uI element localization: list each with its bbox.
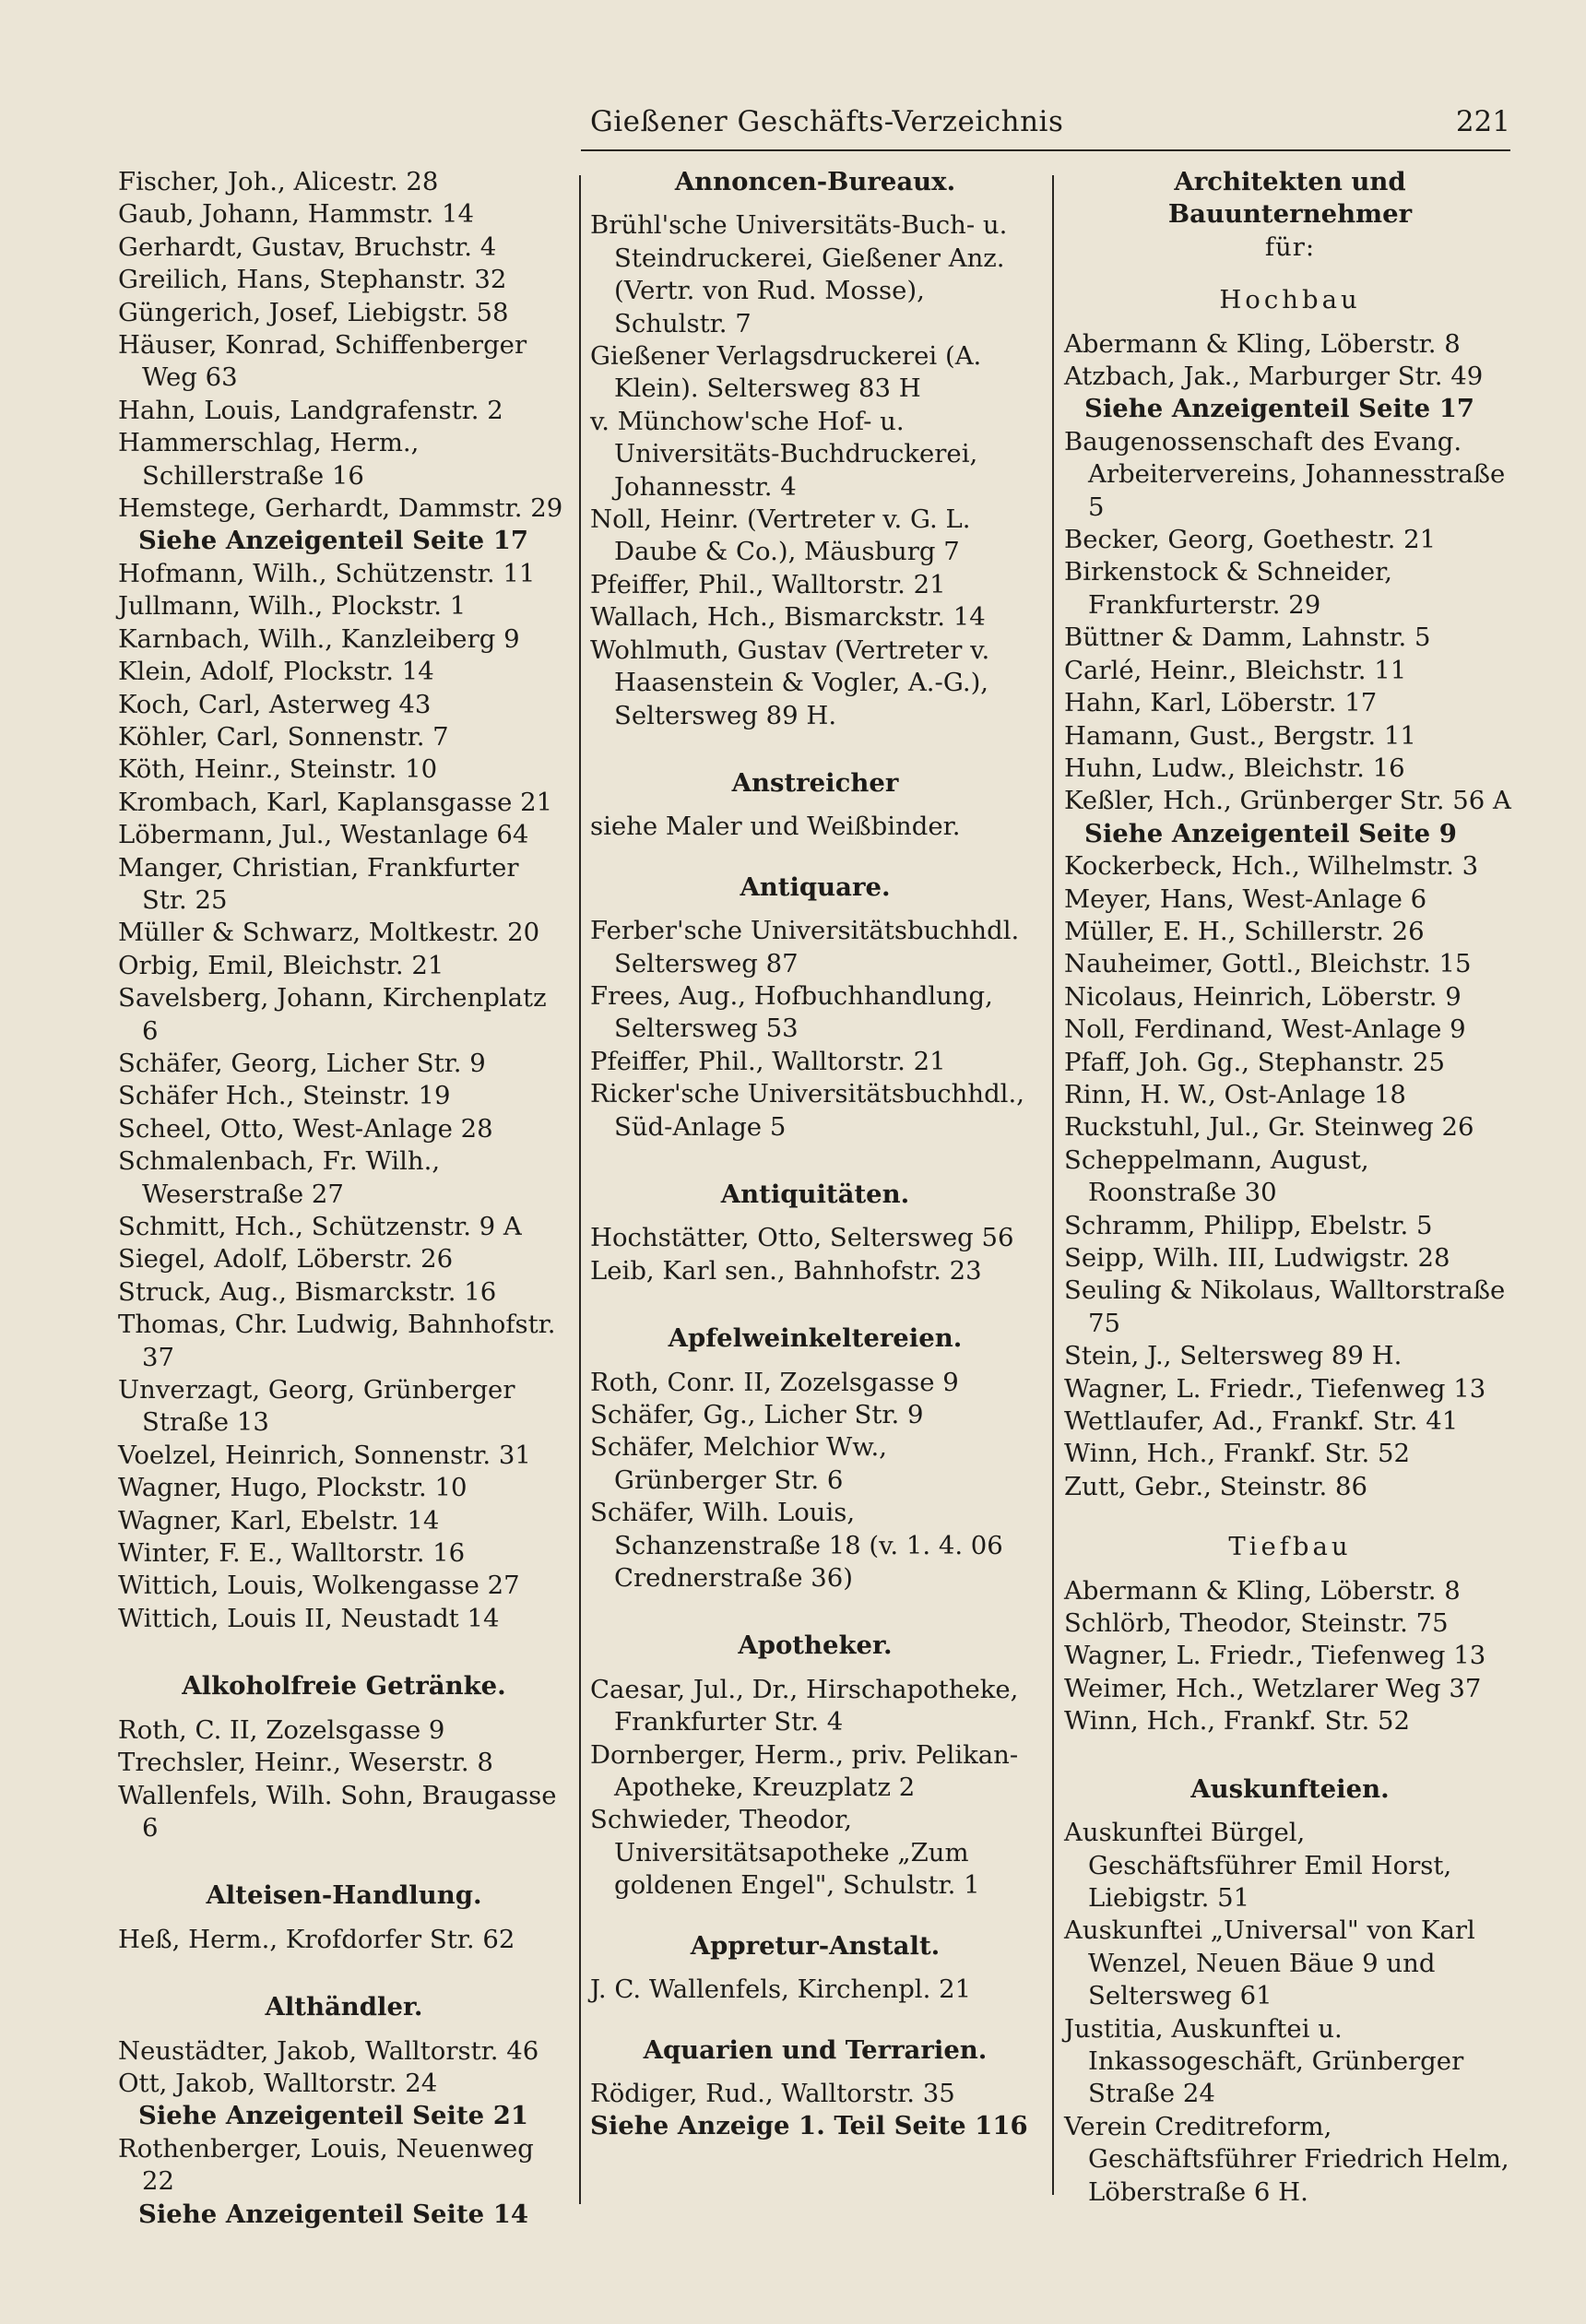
- directory-entry: Siegel, Adolf, Löberstr. 26: [118, 1244, 454, 1275]
- directory-entry: Hahn, Karl, Löberstr. 17: [1064, 688, 1378, 718]
- directory-entry: Carlé, Heinr., Bleichstr. 11: [1064, 655, 1407, 685]
- directory-entry: Löbermann, Jul., Westanlage 64: [118, 820, 529, 850]
- section-heading: Aquarien und Terrarien.: [643, 2034, 988, 2065]
- page-header: [581, 100, 1510, 151]
- directory-entry: Hammerschlag, Herm., Schillerstraße 16: [118, 428, 420, 491]
- directory-entry: Häuser, Konrad, Schiffenberger Weg 63: [118, 330, 527, 393]
- directory-entry: Roth, Conr. II, Zozelsgasse 9: [590, 1367, 959, 1397]
- directory-entry: Dornberger, Herm., priv. Pelikan-Apotheke, Kreuzplatz 2: [590, 1739, 1019, 1803]
- directory-entry: Zutt, Gebr., Steinstr. 86: [1064, 1471, 1368, 1501]
- section-heading: Auskunfteien.: [1190, 1773, 1390, 1804]
- directory-entry: Scheppelmann, August, Roonstraße 30: [1064, 1144, 1369, 1208]
- directory-entry: Schmitt, Hch., Schützenstr. 9 A: [118, 1212, 522, 1241]
- directory-entry: Klein, Adolf, Plockstr. 14: [118, 657, 434, 687]
- directory-entry: Schäfer, Georg, Licher Str. 9: [118, 1048, 486, 1078]
- entry-list: [118, 2035, 570, 2101]
- directory-entry: v. Münchow'sche Hof- u. Universitäts-Buchdruckerei, Johannesstr. 4: [590, 406, 978, 502]
- directory-entry: Ferber'sche Universitätsbuchhdl. Seltersweg 87: [590, 916, 1020, 978]
- directory-entry: Fischer, Joh., Alicestr. 28: [118, 167, 439, 196]
- directory-entry: siehe Maler und Weißbinder.: [590, 812, 961, 842]
- directory-entry: Winter, F. E., Walltorstr. 16: [118, 1538, 466, 1569]
- directory-entry: Schäfer, Gg., Licher Str. 9: [590, 1400, 924, 1429]
- entry-list: [590, 209, 1040, 732]
- directory-entry: Hemstege, Gerhardt, Dammstr. 29: [118, 493, 563, 524]
- entry-list: [118, 1924, 570, 1956]
- directory-entry: Huhn, Ludw., Bleichstr. 16: [1064, 753, 1405, 783]
- directory-entry: Güngerich, Josef, Liebigstr. 58: [118, 297, 509, 327]
- entry-list: [590, 1222, 1040, 1287]
- section-heading: Appretur-Anstalt.: [690, 1930, 941, 1961]
- directory-entry: Müller, E. H., Schillerstr. 26: [1064, 916, 1425, 946]
- directory-entry: Wohlmuth, Gustav (Vertreter v. Haasenstein & Vogler, A.-G.), Seltersweg 89 H.: [590, 634, 990, 730]
- header-rule: [581, 149, 1510, 151]
- directory-entry: Schäfer, Melchior Ww., Grünberger Str. 6: [590, 1432, 888, 1495]
- advert-reference: Siehe Anzeigenteil Seite 9: [1084, 818, 1457, 848]
- advert-reference: Siehe Anzeigenteil Seite 17: [1084, 394, 1474, 424]
- entry-list: [1064, 850, 1516, 1503]
- section-heading: Antiquare.: [740, 872, 891, 902]
- directory-entry: Noll, Ferdinand, West-Anlage 9: [1064, 1014, 1466, 1045]
- directory-entry: Roth, C. II, Zozelsgasse 9: [118, 1714, 445, 1745]
- column-middle: [590, 166, 1040, 2143]
- directory-entry: Weimer, Hch., Wetzlarer Weg 37: [1064, 1673, 1482, 1703]
- directory-entry: Abermann & Kling, Löberstr. 8: [1064, 1575, 1461, 1606]
- directory-entry: Leib, Karl sen., Bahnhofstr. 23: [590, 1255, 982, 1286]
- directory-entry: Krombach, Karl, Kaplansgasse 21: [118, 787, 553, 817]
- directory-entry: Rothenberger, Louis, Neuenweg 22: [118, 2133, 534, 2197]
- directory-entry: Orbig, Emil, Bleichstr. 21: [118, 950, 444, 980]
- directory-entry: Stein, J., Seltersweg 89 H.: [1064, 1341, 1403, 1371]
- directory-entry: Unverzagt, Georg, Grünberger Straße 13: [118, 1375, 515, 1438]
- entry-list: [590, 811, 1040, 843]
- directory-entry: Wallach, Hch., Bismarckstr. 14: [590, 602, 986, 633]
- directory-entry: Noll, Heinr. (Vertreter v. G. L. Daube & Co.), Mäusburg 7: [590, 504, 971, 567]
- directory-entry: Atzbach, Jak., Marburger Str. 49: [1064, 362, 1484, 392]
- directory-entry: Müller & Schwarz, Moltkestr. 20: [118, 918, 540, 948]
- directory-entry: Karnbach, Wilh., Kanzleiberg 9: [118, 623, 520, 654]
- directory-entry: Birkenstock & Schneider, Frankfurterstr. 29: [1064, 557, 1393, 620]
- entry-list: [118, 558, 570, 1635]
- section-heading: Apfelweinkeltereien.: [668, 1323, 963, 1354]
- directory-entry: Hahn, Louis, Landgrafenstr. 2: [118, 395, 503, 425]
- entry-list: [590, 1974, 1040, 2006]
- directory-entry: Pfeiffer, Phil., Walltorstr. 21: [590, 1046, 946, 1076]
- entry-list: [118, 1714, 570, 1845]
- directory-entry: Rödiger, Rud., Walltorstr. 35: [590, 2078, 955, 2108]
- section-subtitle: für:: [1264, 231, 1316, 262]
- directory-entry: J. C. Wallenfels, Kirchenpl. 21: [590, 1974, 972, 2005]
- directory-entry: Struck, Aug., Bismarckstr. 16: [118, 1276, 497, 1307]
- entry-list: [1064, 1575, 1516, 1738]
- entry-list: [1064, 426, 1516, 818]
- section-heading: Apotheker.: [738, 1630, 893, 1661]
- section-heading: Alkoholfreie Getränke.: [182, 1671, 506, 1702]
- directory-entry: Wallenfels, Wilh. Sohn, Braugasse 6: [118, 1780, 557, 1843]
- entry-list: [1064, 328, 1516, 394]
- directory-entry: Schlörb, Theodor, Steinstr. 75: [1064, 1608, 1449, 1639]
- running-title: Gießener Geschäfts-Verzeichnis: [590, 105, 1064, 138]
- directory-entry: Heß, Herm., Krofdorfer Str. 62: [118, 1924, 515, 1954]
- column-right: [1064, 166, 1516, 2209]
- section-heading: Anstreicher: [731, 767, 899, 798]
- directory-entry: Winn, Hch., Frankf. Str. 52: [1064, 1439, 1410, 1469]
- directory-entry: Ricker'sche Universitätsbuchhdl., Süd-Anlage 5: [590, 1079, 1024, 1142]
- subsection-heading: Hochbau: [1219, 285, 1361, 315]
- entry-list: [590, 1367, 1040, 1595]
- section-heading: Antiquitäten.: [720, 1179, 910, 1209]
- directory-entry: Wittich, Louis, Wolkengasse 27: [118, 1571, 520, 1601]
- column-divider: [579, 175, 581, 2204]
- page-number: 221: [1455, 105, 1510, 138]
- directory-entry: Baugenossenschaft des Evang. Arbeitervereins, Johannesstraße 5: [1064, 426, 1506, 522]
- directory-entry: Winn, Hch., Frankf. Str. 52: [1064, 1706, 1410, 1737]
- directory-entry: Kockerbeck, Hch., Wilhelmstr. 3: [1064, 851, 1479, 882]
- directory-entry: Hofmann, Wilh., Schützenstr. 11: [118, 558, 536, 588]
- directory-entry: Auskunftei Bürgel, Geschäftsführer Emil Horst, Liebigstr. 51: [1064, 1818, 1452, 1913]
- directory-entry: Wagner, L. Friedr., Tiefenweg 13: [1064, 1373, 1486, 1404]
- directory-entry: Ruckstuhl, Jul., Gr. Steinweg 26: [1064, 1112, 1474, 1143]
- directory-entry: Seipp, Wilh. III, Ludwigstr. 28: [1064, 1243, 1450, 1273]
- directory-entry: Jullmann, Wilh., Plockstr. 1: [118, 591, 467, 622]
- advert-reference: Siehe Anzeigenteil Seite 17: [138, 526, 528, 556]
- directory-entry: Ott, Jakob, Walltorstr. 24: [118, 2068, 438, 2098]
- directory-entry: Schäfer, Wilh. Louis, Schanzenstraße 18 (v. 1. 4. 06 Crednerstraße 36): [590, 1498, 1003, 1594]
- subsection-heading: Tiefbau: [1228, 1532, 1352, 1562]
- directory-entry: Justitia, Auskunftei u. Inkassogeschäft, Grünberger Straße 24: [1064, 2013, 1464, 2109]
- directory-entry: Wettlaufer, Ad., Frankf. Str. 41: [1064, 1406, 1459, 1437]
- directory-entry: Köth, Heinr., Steinstr. 10: [118, 754, 438, 785]
- directory-entry: Caesar, Jul., Dr., Hirschapotheke, Frankfurter Str. 4: [590, 1674, 1019, 1737]
- directory-entry: Rinn, H. W., Ost-Anlage 18: [1064, 1079, 1406, 1109]
- directory-entry: Nicolaus, Heinrich, Löberstr. 9: [1064, 981, 1462, 1012]
- directory-entry: Savelsberg, Johann, Kirchenplatz 6: [118, 983, 547, 1046]
- directory-entry: Gaub, Johann, Hammstr. 14: [118, 199, 475, 230]
- directory-entry: Pfaff, Joh. Gg., Stephanstr. 25: [1064, 1047, 1446, 1077]
- entry-list: [590, 1674, 1040, 1903]
- directory-entry: Neustädter, Jakob, Walltorstr. 46: [118, 2035, 539, 2066]
- directory-entry: Wagner, Karl, Ebelstr. 14: [118, 1505, 440, 1536]
- advert-reference: Siehe Anzeigenteil Seite 21: [138, 2101, 528, 2131]
- directory-entry: Abermann & Kling, Löberstr. 8: [1064, 328, 1461, 359]
- directory-entry: Brühl'sche Universitäts-Buch- u. Steindruckerei, Gießener Anz. (Vertr. von Rud. Mosse), Schulstr. 7: [590, 210, 1008, 338]
- advert-reference: Siehe Anzeige 1. Teil Seite 116: [590, 2111, 1028, 2141]
- directory-entry: Meyer, Hans, West-Anlage 6: [1064, 883, 1427, 914]
- column-divider: [1052, 175, 1054, 2195]
- directory-entry: Seuling & Nikolaus, Walltorstraße 75: [1064, 1275, 1506, 1338]
- directory-entry: Gerhardt, Gustav, Bruchstr. 4: [118, 231, 497, 262]
- advert-reference: Siehe Anzeigenteil Seite 14: [138, 2199, 528, 2229]
- directory-entry: Auskunftei „Universal" von Karl Wenzel, Neuen Bäue 9 und Seltersweg 61: [1064, 1915, 1475, 2011]
- directory-entry: Greilich, Hans, Stephanstr. 32: [118, 265, 507, 295]
- directory-entry: Voelzel, Heinrich, Sonnenstr. 31: [118, 1440, 531, 1470]
- directory-entry: Schwieder, Theodor, Universitätsapotheke „Zum goldenen Engel", Schulstr. 1: [590, 1805, 980, 1901]
- directory-entry: Hamann, Gust., Bergstr. 11: [1064, 720, 1416, 751]
- directory-entry: Verein Creditreform, Geschäftsführer Friedrich Helm, Löberstraße 6 H.: [1064, 2111, 1509, 2207]
- directory-entry: Manger, Christian, Frankfurter Str. 25: [118, 852, 519, 915]
- directory-entry: Koch, Carl, Asterweg 43: [118, 689, 432, 719]
- column-left: [118, 166, 570, 2231]
- directory-entry: Hochstätter, Otto, Seltersweg 56: [590, 1223, 1014, 1253]
- directory-entry: Becker, Georg, Goethestr. 21: [1064, 525, 1437, 555]
- directory-entry: Schäfer Hch., Steinstr. 19: [118, 1081, 451, 1111]
- directory-entry: Keßler, Hch., Grünberger Str. 56 A: [1064, 786, 1511, 816]
- section-heading: Architekten und Bauunternehmer: [1167, 167, 1413, 230]
- directory-entry: Frees, Aug., Hofbuchhandlung, Seltersweg 53: [590, 980, 993, 1044]
- directory-entry: Nauheimer, Gottl., Bleichstr. 15: [1064, 949, 1472, 979]
- directory-entry: Scheel, Otto, West-Anlage 28: [118, 1113, 493, 1144]
- directory-entry: Gießener Verlagsdruckerei (A. Klein). Seltersweg 83 H: [590, 341, 982, 404]
- entry-list: [590, 2078, 1040, 2110]
- directory-entry: Schmalenbach, Fr. Wilh., Weserstraße 27: [118, 1146, 441, 1209]
- directory-entry: Büttner & Damm, Lahnstr. 5: [1064, 622, 1431, 653]
- section-heading: Althändler.: [265, 1992, 423, 2022]
- section-heading: Alteisen-Handlung.: [206, 1880, 482, 1911]
- directory-entry: Wittich, Louis II, Neustadt 14: [118, 1603, 500, 1633]
- directory-entry: Wagner, L. Friedr., Tiefenweg 13: [1064, 1641, 1486, 1671]
- entry-list: [118, 166, 570, 525]
- directory-entry: Schramm, Philipp, Ebelstr. 5: [1064, 1210, 1433, 1240]
- directory-entry: Köhler, Carl, Sonnenstr. 7: [118, 721, 449, 752]
- section-heading: Annoncen-Bureaux.: [674, 167, 956, 196]
- directory-entry: Thomas, Chr. Ludwig, Bahnhofstr. 37: [118, 1310, 556, 1372]
- directory-entry: Trechsler, Heinr., Weserstr. 8: [118, 1748, 493, 1778]
- directory-entry: Pfeiffer, Phil., Walltorstr. 21: [590, 569, 946, 599]
- directory-entry: Wagner, Hugo, Plockstr. 10: [118, 1473, 468, 1503]
- entry-list: [590, 915, 1040, 1144]
- entry-list: [118, 2133, 570, 2199]
- entry-list: [1064, 1817, 1516, 2209]
